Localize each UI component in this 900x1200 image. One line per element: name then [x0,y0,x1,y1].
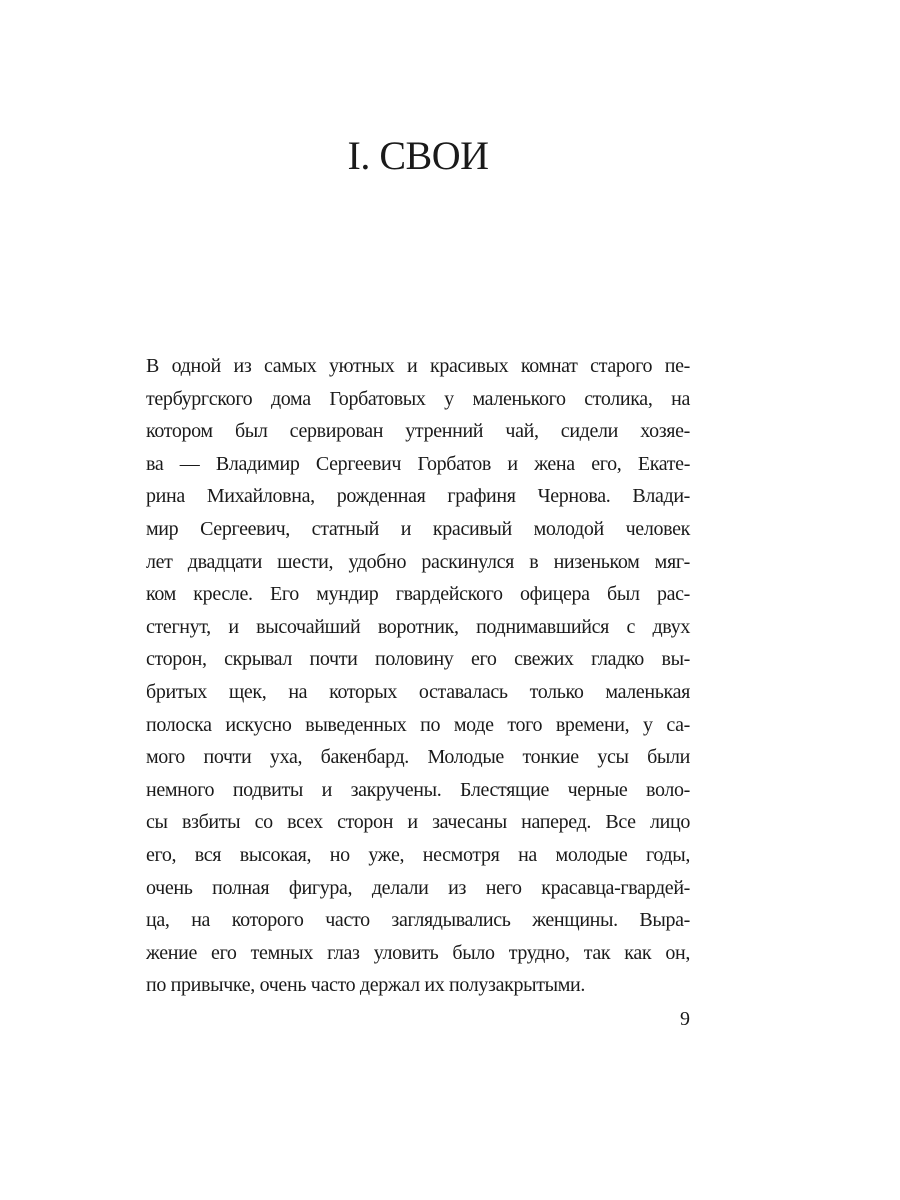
text-line: ком кресле. Его мундир гвардейского офицера был рас- [146,583,690,606]
text-line: В одной из самых уютных и красивых комнат старого пе- [146,355,690,377]
text-line: котором был сервирован утренний чай, сидели хозяе- [146,420,690,443]
text-line: тербургского дома Горбатовых у маленького столика, на [146,387,690,410]
text-line: рина Михайловна, рожденная графиня Чернова. Влади- [146,485,690,508]
text-line: стегнут, и высочайший воротник, поднимавшийся с двух [146,615,690,638]
text-line: ва — Владимир Сергеевич Горбатов и жена его, Екате- [146,452,690,475]
text-line: полоска искусно выведенных по моде того времени, у са- [146,713,690,736]
text-line: бритых щек, на которых оставалась только маленькая [146,680,690,703]
text-line: лет двадцати шести, удобно раскинулся в низеньком мяг- [146,550,690,573]
text-line: по привычке, очень часто держал их полузакрытыми. [146,974,586,997]
text-line: ца, на которого часто заглядывались женщины. Выра- [146,909,690,932]
text-line: немного подвиты и закручены. Блестящие черные воло- [146,778,690,801]
text-line: сторон, скрывал почти половину его свежих гладко вы- [146,648,690,671]
text-line: жение его темных глаз уловить было трудно, так как он, [146,941,690,964]
text-line: мого почти уха, бакенбард. Молодые тонкие усы были [146,746,690,769]
chapter-title: I. СВОИ [347,133,489,178]
text-line: очень полная фигура, делали из него красавца-гвардей- [146,876,690,899]
text-line: мир Сергеевич, статный и красивый молодой человек [146,517,690,540]
text-line: сы взбиты со всех сторон и зачесаны наперед. Все лицо [146,811,690,834]
body-text [146,350,690,1002]
text-line: его, вся высокая, но уже, несмотря на молодые годы, [146,843,690,866]
page-number: 9 [680,1008,690,1030]
